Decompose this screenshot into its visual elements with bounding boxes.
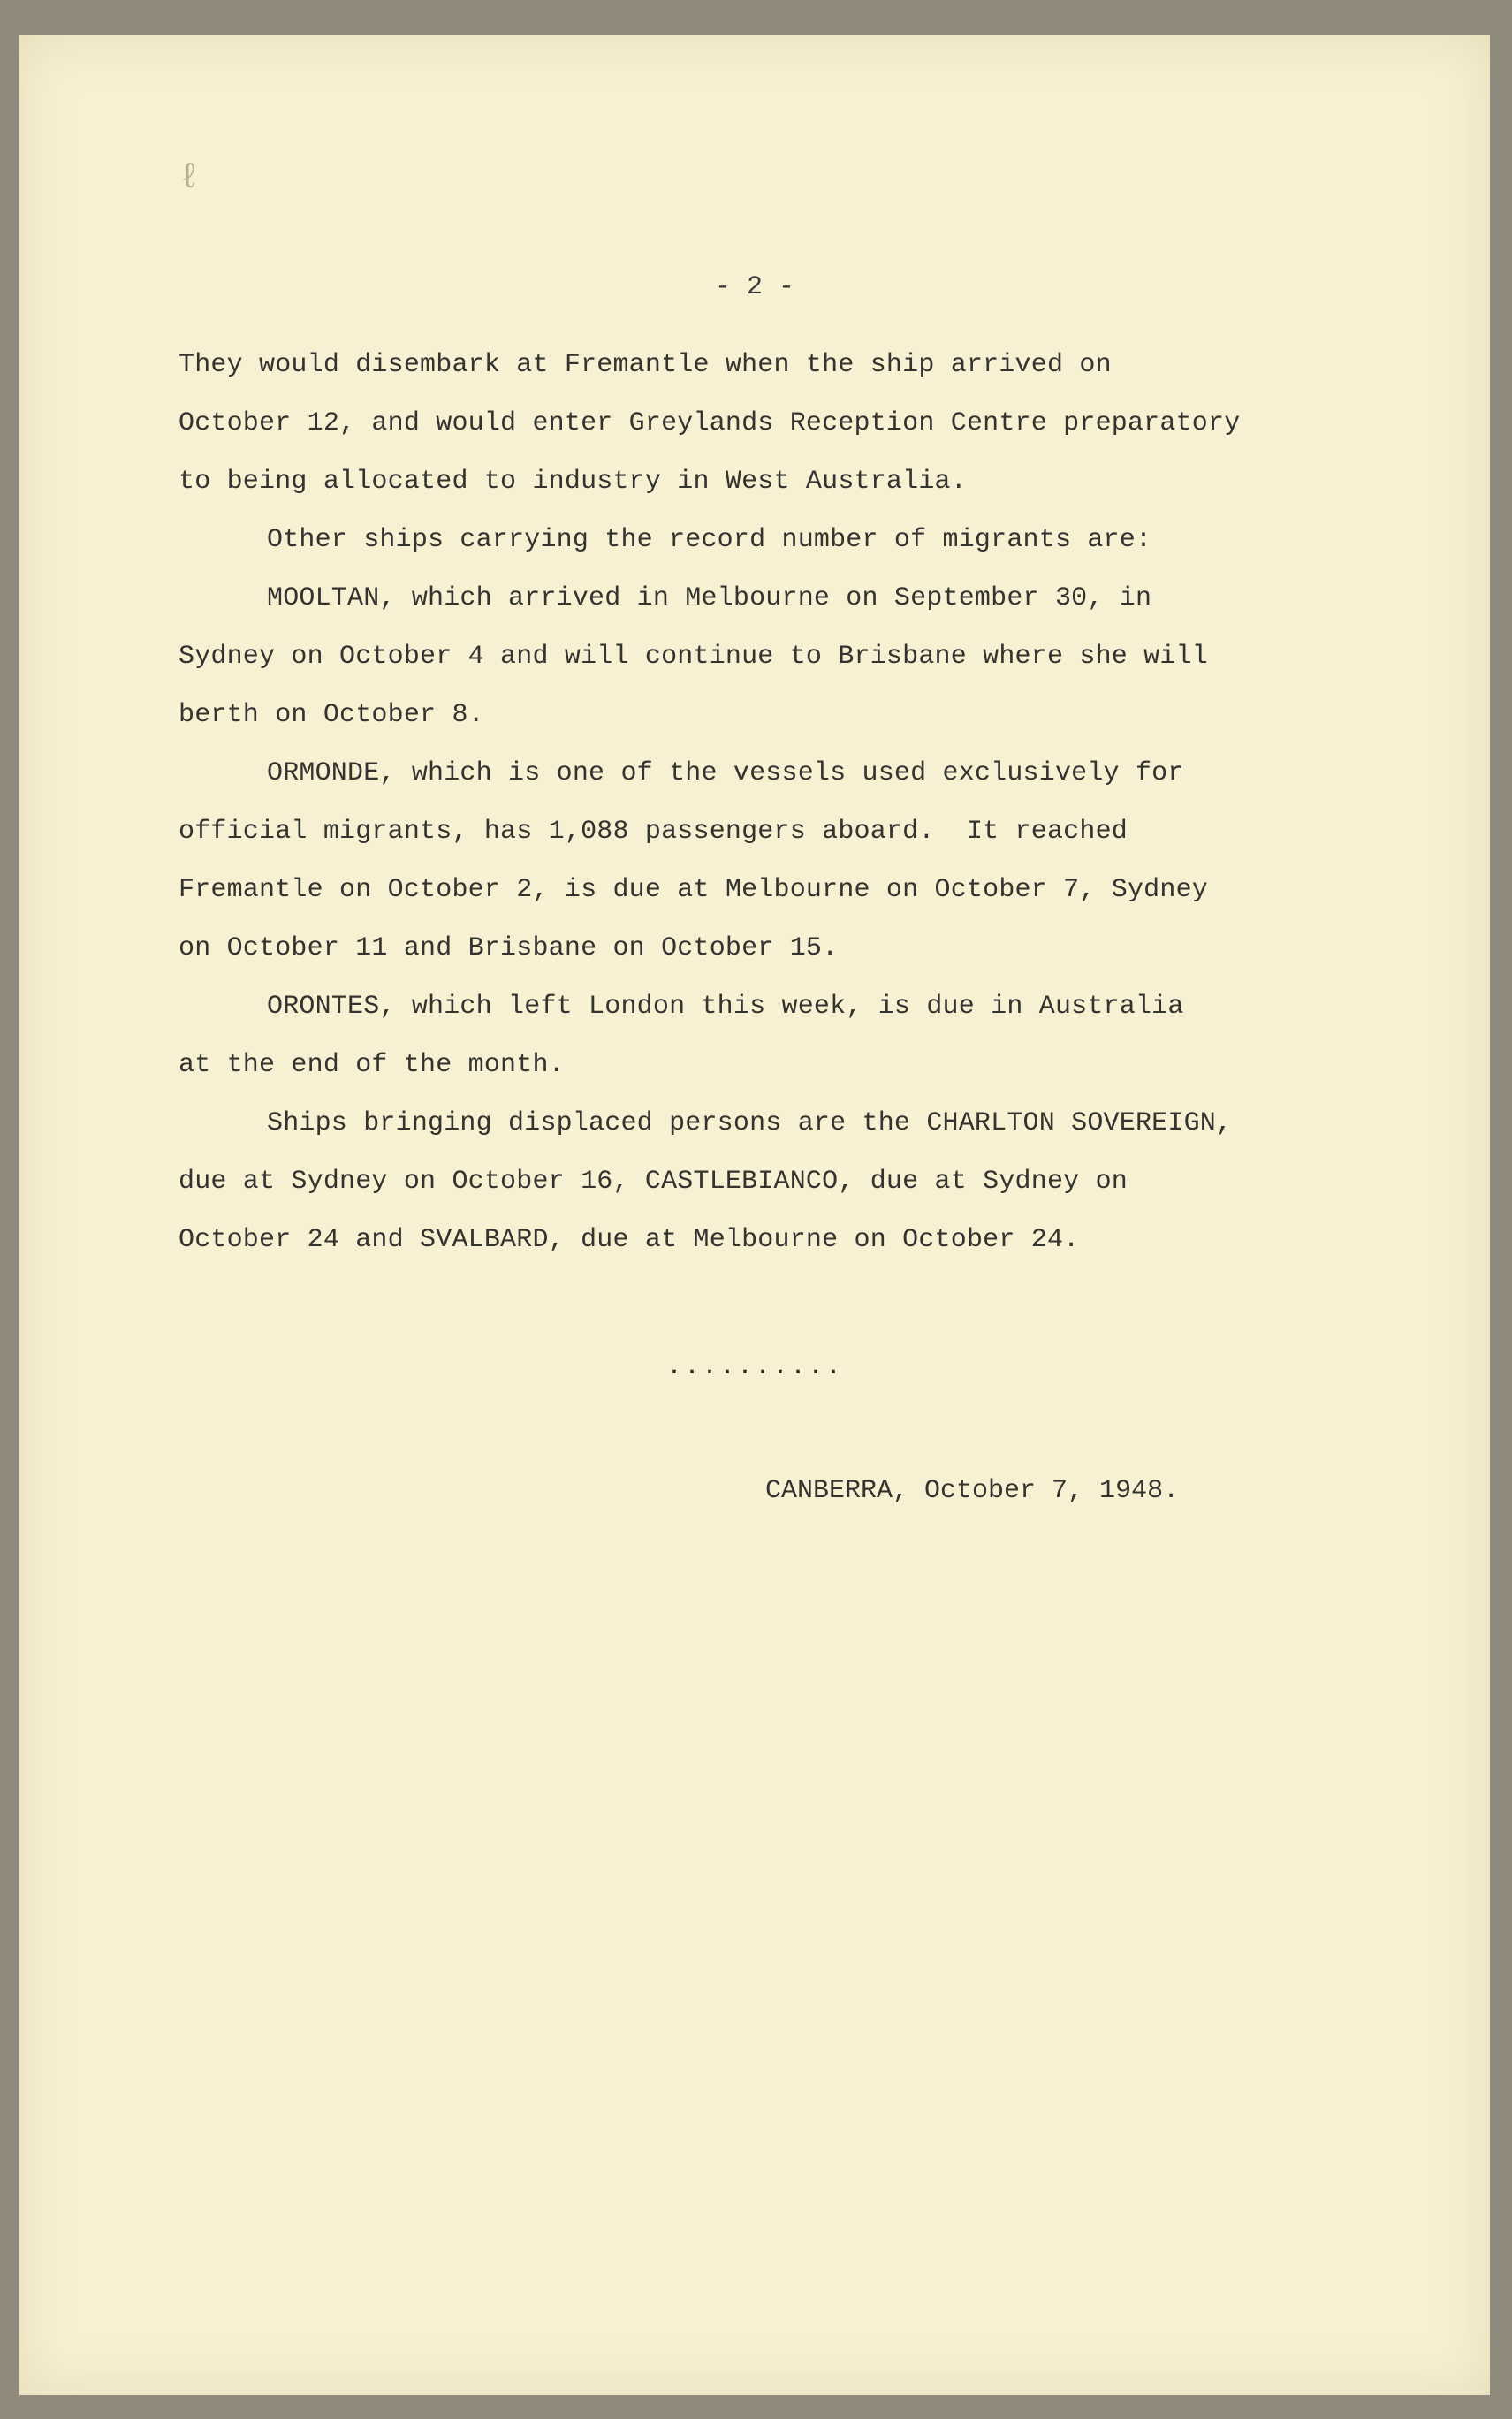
paragraph-1-line-1: They would disembark at Fremantle when the ship arrived on [179,350,1112,380]
paragraph-2-line-1: Other ships carrying the record number of migrants are: [267,525,1152,555]
paragraph-4-line-3: Fremantle on October 2, is due at Melbourne on October 7, Sydney [179,875,1208,905]
separator-dots: .......... [665,1352,844,1382]
paragraph-4-line-1: ORMONDE, which is one of the vessels used exclusively for [267,758,1184,788]
paragraph-5-line-1: ORONTES, which left London this week, is due in Australia [267,992,1184,1022]
paragraph-6-line-1: Ships bringing displaced persons are the CHARLTON SOVEREIGN, [267,1108,1233,1138]
place-date: CANBERRA, October 7, 1948. [765,1476,1180,1506]
paragraph-4-line-4: on October 11 and Brisbane on October 15. [179,933,839,963]
paragraph-6-line-2: due at Sydney on October 16, CASTLEBIANCO, due at Sydney on [179,1167,1128,1197]
paragraph-4-line-2: official migrants, has 1,088 passengers aboard. It reached [179,817,1128,847]
pencil-mark: ℓ [179,159,201,199]
paragraph-6-line-3: October 24 and SVALBARD, due at Melbourne on October 24. [179,1225,1080,1255]
paragraph-3-line-2: Sydney on October 4 and will continue to Brisbane where she will [179,642,1208,672]
document-page [19,35,1490,2395]
paragraph-3-line-3: berth on October 8. [179,700,484,730]
document-body [179,336,1416,1269]
paragraph-5-line-2: at the end of the month. [179,1050,565,1080]
paragraph-1-line-2: October 12, and would enter Greylands Reception Centre preparatory [179,408,1241,438]
paragraph-1-line-3: to being allocated to industry in West Australia. [179,467,967,497]
paragraph-3-line-1: MOOLTAN, which arrived in Melbourne on September 30, in [267,583,1152,613]
page-number: - 2 - [714,272,794,302]
